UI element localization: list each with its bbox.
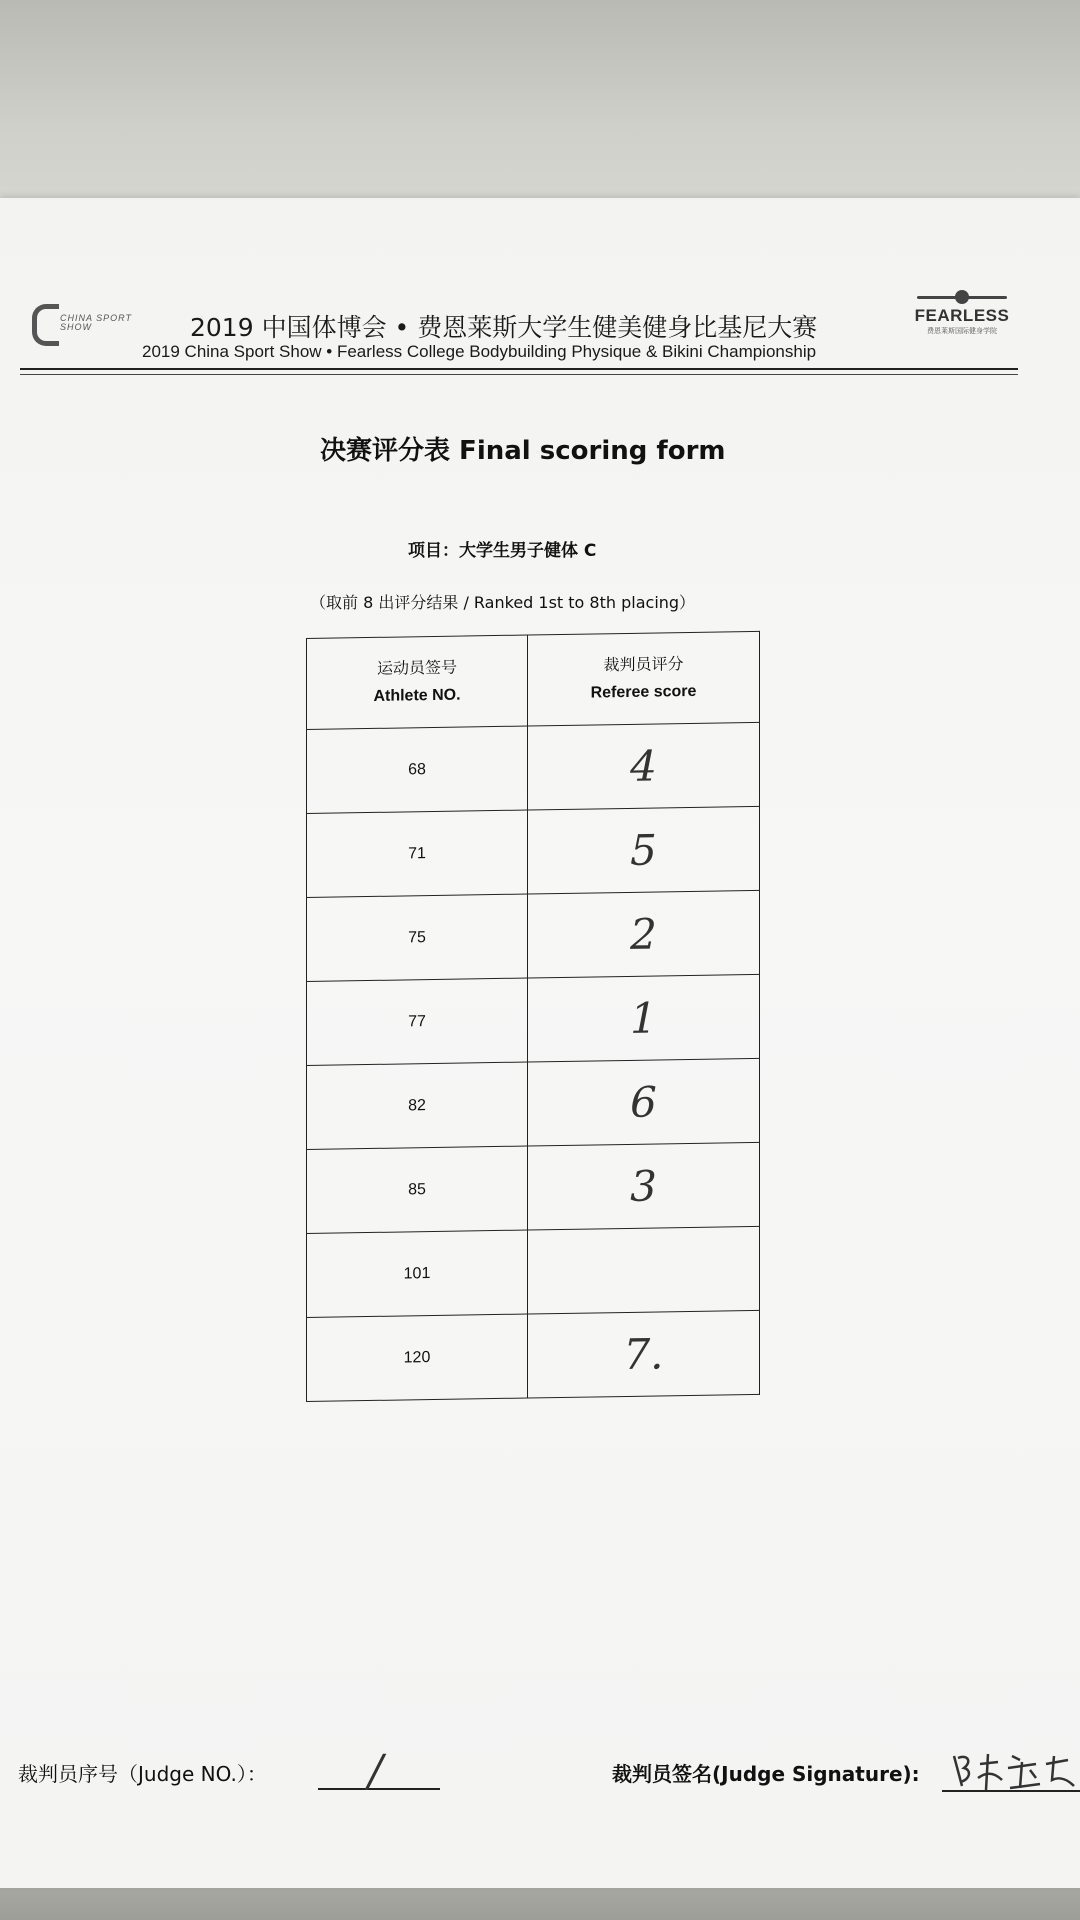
china-sport-show-logo-mark	[32, 304, 59, 346]
table-row	[307, 806, 760, 897]
table-row	[307, 890, 760, 981]
referee-score-header-en: Referee score	[590, 682, 697, 702]
athlete-no-header-cn: 运动员签号	[376, 657, 457, 678]
table-row	[307, 974, 760, 1065]
handwritten-score: 3	[528, 1142, 760, 1230]
handwritten-score: 4	[528, 722, 760, 810]
event-title-en: 2019 China Sport Show • Fearless College Bodybuilding Physique & Bikini Championship	[142, 342, 817, 361]
handwritten-score	[528, 1226, 760, 1314]
handwritten-signature	[950, 1746, 1080, 1794]
table-row	[307, 1058, 760, 1149]
referee-score-header-cn: 裁判员评分	[603, 654, 684, 675]
athlete-number: 85	[307, 1146, 528, 1233]
handwritten-score: 2	[528, 890, 760, 978]
fearless-logo-mark	[917, 290, 1007, 304]
athlete-number: 82	[307, 1062, 528, 1149]
table-header-row	[307, 631, 760, 729]
table-row	[307, 1310, 760, 1401]
placing-note: （取前 8 出评分结果 / Ranked 1st to 8th placing）	[310, 593, 696, 612]
table-row	[307, 722, 760, 813]
athlete-number: 77	[307, 978, 528, 1065]
table-row	[307, 1226, 760, 1317]
fearless-logo-subtitle: 费恩莱斯国际健身学院	[927, 327, 997, 335]
china-sport-show-logo	[32, 304, 142, 338]
event-category: 项目：大学生男子健体 C	[408, 541, 597, 561]
header-rule-thin	[20, 374, 1018, 375]
event-title-cn: 2019 中国体博会 • 费恩莱斯大学生健美健身比基尼大赛	[190, 313, 818, 342]
athlete-number: 75	[307, 894, 528, 981]
athlete-no-header-en: Athlete NO.	[373, 686, 461, 705]
athlete-number: 71	[307, 810, 528, 897]
judge-signature-label: 裁判员签名(Judge Signature):	[612, 1762, 920, 1786]
header-rule	[20, 368, 1018, 370]
scoring-sheet	[0, 198, 1080, 1888]
score-table	[306, 631, 760, 1402]
background-wall	[0, 0, 1080, 230]
china-sport-show-logo-text: CHINA SPORT SHOW	[60, 313, 133, 332]
judge-no-value: /	[368, 1746, 383, 1797]
handwritten-score: 6	[528, 1058, 760, 1146]
athlete-number: 68	[307, 726, 528, 813]
athlete-number: 120	[307, 1314, 528, 1401]
handwritten-score: 7.	[528, 1310, 760, 1398]
table-row	[307, 1142, 760, 1233]
athlete-no-header	[307, 635, 528, 729]
judge-no-label: 裁判员序号（Judge NO.）：	[18, 1762, 267, 1786]
handwritten-score: 5	[528, 806, 760, 894]
handwritten-score: 1	[528, 974, 760, 1062]
athlete-number: 101	[307, 1230, 528, 1317]
referee-score-header	[528, 631, 760, 726]
form-title: 决赛评分表 Final scoring form	[320, 436, 726, 466]
fearless-logo-brand: FEARLESS	[914, 306, 1010, 325]
fearless-logo	[907, 290, 1017, 346]
